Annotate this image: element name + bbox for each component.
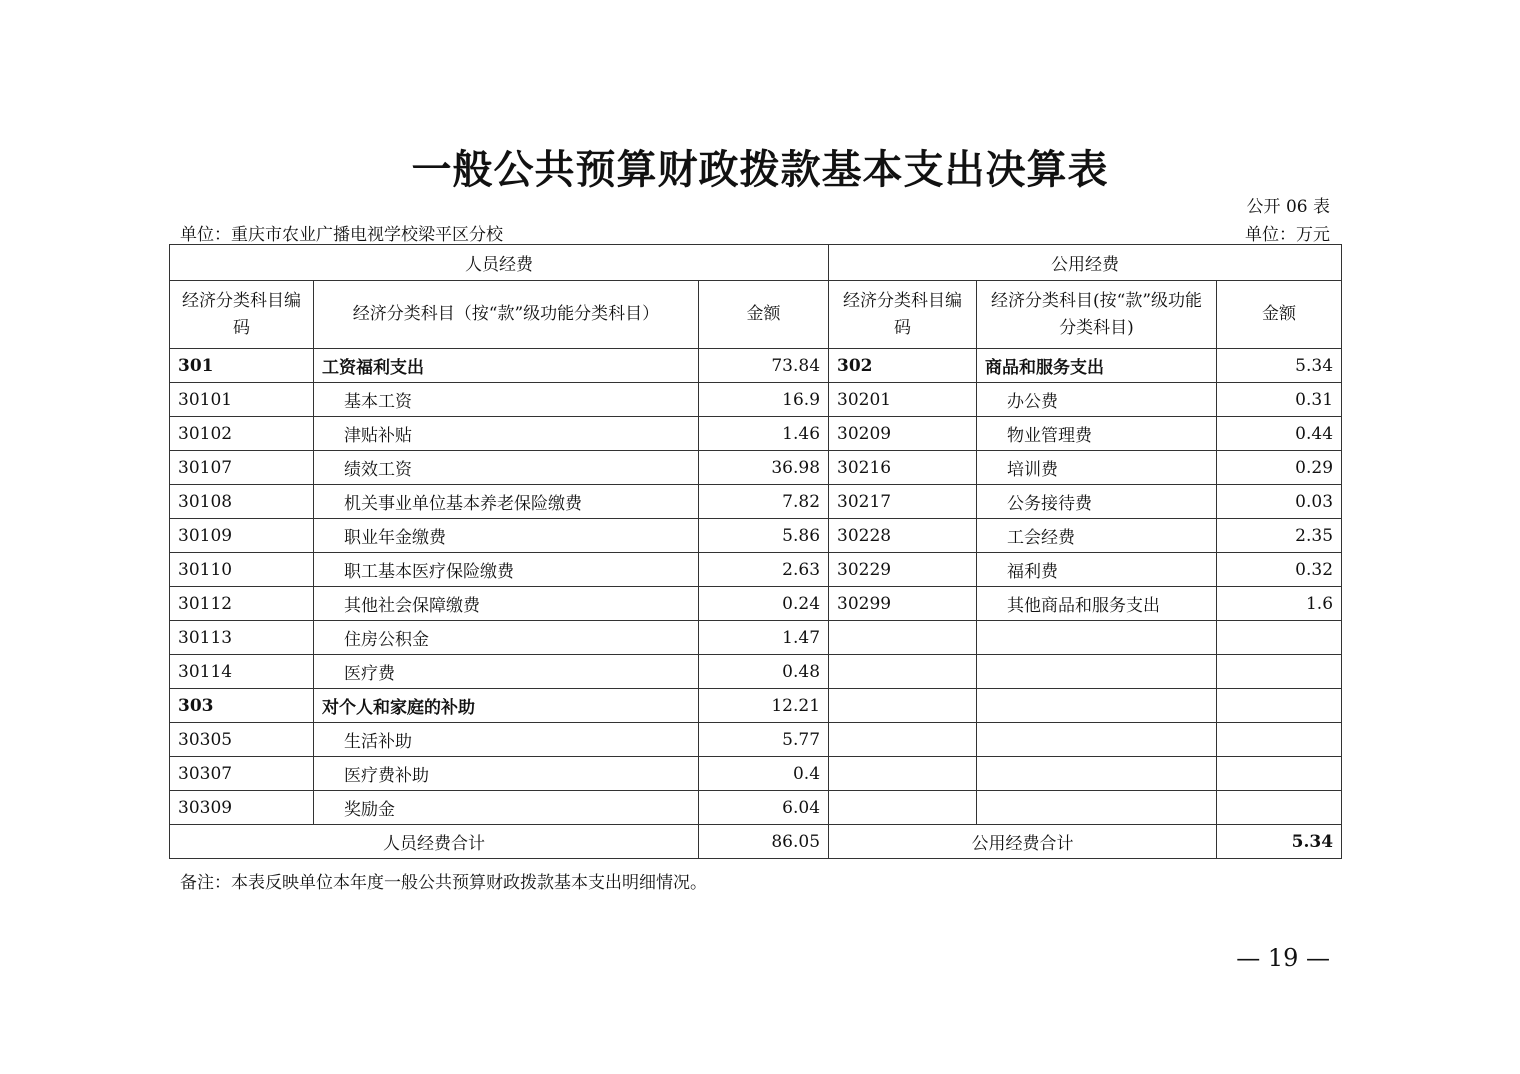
left-code: 30109 — [170, 519, 314, 553]
table-code: 公开 06 表 — [1246, 197, 1330, 217]
column-header-row — [170, 281, 1342, 349]
name-header-left: 经济分类科目（按“款”级功能分类科目） — [314, 281, 699, 349]
right-name — [977, 621, 1217, 655]
page-number: — 19 — — [1236, 944, 1330, 972]
left-name: 职业年金缴费 — [314, 519, 699, 553]
right-name: 培训费 — [977, 451, 1217, 485]
right-code — [829, 757, 977, 791]
left-name: 工资福利支出 — [314, 349, 699, 383]
right-name — [977, 689, 1217, 723]
left-amount: 7.82 — [699, 485, 829, 519]
right-amount: 1.6 — [1217, 587, 1342, 621]
right-name: 物业管理费 — [977, 417, 1217, 451]
left-code: 303 — [170, 689, 314, 723]
left-amount: 5.86 — [699, 519, 829, 553]
left-name: 基本工资 — [314, 383, 699, 417]
right-code: 30229 — [829, 553, 977, 587]
public-header: 公用经费 — [829, 245, 1342, 281]
left-amount: 36.98 — [699, 451, 829, 485]
right-name — [977, 791, 1217, 825]
right-name: 商品和服务支出 — [977, 349, 1217, 383]
right-code: 30216 — [829, 451, 977, 485]
right-amount — [1217, 655, 1342, 689]
right-code — [829, 655, 977, 689]
right-amount — [1217, 689, 1342, 723]
right-amount: 0.31 — [1217, 383, 1342, 417]
left-amount: 12.21 — [699, 689, 829, 723]
left-code: 30107 — [170, 451, 314, 485]
right-amount: 0.29 — [1217, 451, 1342, 485]
table-row — [170, 519, 1342, 553]
page-title: 一般公共预算财政拨款基本支出决算表 — [411, 146, 1109, 193]
table-row — [170, 349, 1342, 383]
right-name — [977, 723, 1217, 757]
left-name: 机关事业单位基本养老保险缴费 — [314, 485, 699, 519]
right-code: 30201 — [829, 383, 977, 417]
table-row — [170, 451, 1342, 485]
left-code: 30307 — [170, 757, 314, 791]
personnel-header: 人员经费 — [170, 245, 829, 281]
right-code — [829, 689, 977, 723]
left-code: 30113 — [170, 621, 314, 655]
right-name: 办公费 — [977, 383, 1217, 417]
left-name: 对个人和家庭的补助 — [314, 689, 699, 723]
right-name: 福利费 — [977, 553, 1217, 587]
right-code — [829, 621, 977, 655]
right-code: 30228 — [829, 519, 977, 553]
left-amount: 0.4 — [699, 757, 829, 791]
left-code: 30102 — [170, 417, 314, 451]
left-code: 30112 — [170, 587, 314, 621]
totals-row — [170, 825, 1342, 859]
public-total-value: 5.34 — [1217, 825, 1342, 859]
table-row — [170, 383, 1342, 417]
code-header-left: 经济分类科目编码 — [170, 281, 314, 349]
amount-header-left: 金额 — [699, 281, 829, 349]
right-amount — [1217, 791, 1342, 825]
table-row — [170, 485, 1342, 519]
right-code: 30299 — [829, 587, 977, 621]
left-code: 30101 — [170, 383, 314, 417]
left-name: 住房公积金 — [314, 621, 699, 655]
right-amount — [1217, 621, 1342, 655]
personnel-total-value: 86.05 — [699, 825, 829, 859]
left-code: 30305 — [170, 723, 314, 757]
left-name: 奖励金 — [314, 791, 699, 825]
name-header-right: 经济分类科目(按“款”级功能分类科目) — [977, 281, 1217, 349]
left-amount: 16.9 — [699, 383, 829, 417]
left-code: 30108 — [170, 485, 314, 519]
table-row — [170, 587, 1342, 621]
left-amount: 1.47 — [699, 621, 829, 655]
right-name: 公务接待费 — [977, 485, 1217, 519]
left-name: 绩效工资 — [314, 451, 699, 485]
right-amount: 0.32 — [1217, 553, 1342, 587]
left-amount: 5.77 — [699, 723, 829, 757]
left-amount: 73.84 — [699, 349, 829, 383]
table-row — [170, 655, 1342, 689]
footnote: 备注：本表反映单位本年度一般公共预算财政拨款基本支出明细情况。 — [180, 873, 707, 893]
right-name — [977, 655, 1217, 689]
right-code — [829, 791, 977, 825]
right-name — [977, 757, 1217, 791]
left-name: 医疗费补助 — [314, 757, 699, 791]
left-code: 30114 — [170, 655, 314, 689]
right-code — [829, 723, 977, 757]
right-amount: 0.03 — [1217, 485, 1342, 519]
left-name: 生活补助 — [314, 723, 699, 757]
right-name: 其他商品和服务支出 — [977, 587, 1217, 621]
table-row — [170, 553, 1342, 587]
left-amount: 0.24 — [699, 587, 829, 621]
left-name: 其他社会保障缴费 — [314, 587, 699, 621]
public-total-label: 公用经费合计 — [829, 825, 1217, 859]
left-name: 津贴补贴 — [314, 417, 699, 451]
right-amount: 5.34 — [1217, 349, 1342, 383]
unit-organization: 单位：重庆市农业广播电视学校梁平区分校 — [180, 225, 503, 245]
amount-header-right: 金额 — [1217, 281, 1342, 349]
right-amount: 2.35 — [1217, 519, 1342, 553]
left-amount: 6.04 — [699, 791, 829, 825]
unit-currency: 单位：万元 — [1245, 225, 1330, 245]
right-code: 302 — [829, 349, 977, 383]
expenditure-table — [169, 244, 1342, 859]
left-code: 301 — [170, 349, 314, 383]
table-row — [170, 757, 1342, 791]
table-row — [170, 723, 1342, 757]
right-amount: 0.44 — [1217, 417, 1342, 451]
code-header-right: 经济分类科目编码 — [829, 281, 977, 349]
table-row — [170, 417, 1342, 451]
right-code: 30209 — [829, 417, 977, 451]
left-amount: 1.46 — [699, 417, 829, 451]
table-row — [170, 791, 1342, 825]
personnel-total-label: 人员经费合计 — [170, 825, 699, 859]
right-name: 工会经费 — [977, 519, 1217, 553]
right-amount — [1217, 757, 1342, 791]
table-row — [170, 621, 1342, 655]
left-name: 职工基本医疗保险缴费 — [314, 553, 699, 587]
right-code: 30217 — [829, 485, 977, 519]
left-name: 医疗费 — [314, 655, 699, 689]
table-row — [170, 689, 1342, 723]
right-amount — [1217, 723, 1342, 757]
left-amount: 2.63 — [699, 553, 829, 587]
left-code: 30110 — [170, 553, 314, 587]
left-code: 30309 — [170, 791, 314, 825]
left-amount: 0.48 — [699, 655, 829, 689]
group-header-row — [170, 245, 1342, 281]
